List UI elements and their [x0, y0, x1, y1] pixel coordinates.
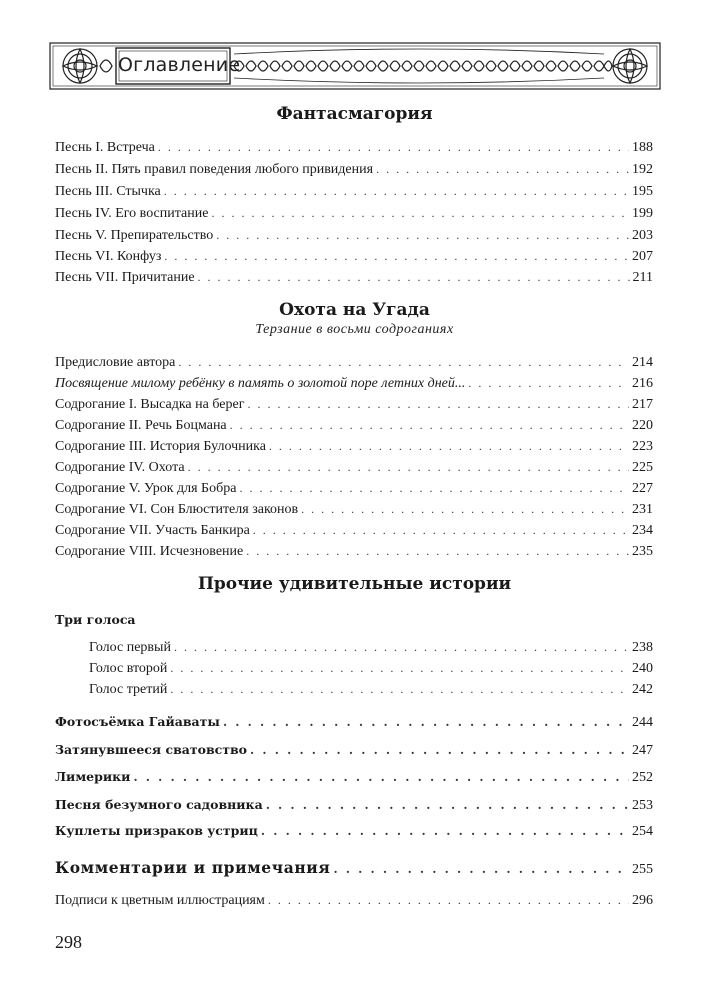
leader-dots: [250, 740, 629, 760]
toc-entry-label: Содрогание V. Урок для Бобра: [55, 481, 237, 496]
leader-dots: [188, 457, 629, 477]
toc-entry-page: 227: [632, 481, 653, 496]
toc-entry-page: 188: [632, 140, 653, 155]
toc-entry-label: Песнь VI. Конфуз: [55, 249, 162, 264]
leader-dots: [170, 679, 629, 699]
toc-entry-page: 247: [632, 743, 653, 758]
toc-entry[interactable]: [55, 478, 653, 498]
toc-entry[interactable]: [55, 541, 653, 561]
toc-entry[interactable]: [55, 436, 653, 456]
toc-entry[interactable]: [55, 795, 653, 815]
toc-entry-label: Подписи к цветным иллюстрациям: [55, 893, 265, 908]
toc-entry-label: Комментарии и примечания: [55, 858, 331, 877]
toc-entry[interactable]: [55, 394, 653, 414]
toc-entry-label: Содрогание III. История Булочника: [55, 439, 266, 454]
leader-dots: [164, 246, 629, 266]
toc-entry-label: Песнь IV. Его воспитание: [55, 206, 209, 221]
toc-entry[interactable]: [55, 225, 653, 245]
toc-entry-label: Предисловие автора: [55, 355, 176, 370]
toc-entry[interactable]: [55, 137, 653, 157]
toc-title: Оглавление: [118, 54, 241, 76]
toc-entry-page: 240: [632, 661, 653, 676]
leader-dots: [178, 352, 629, 372]
toc-entry[interactable]: [55, 712, 653, 732]
toc-entry-page: 296: [632, 893, 653, 908]
toc-entry[interactable]: [55, 740, 653, 760]
toc-entry[interactable]: [55, 373, 653, 393]
leader-dots: [246, 541, 629, 561]
section-subtitle-snark: Терзание в восьми содроганиях: [255, 322, 454, 337]
leader-dots: [211, 203, 629, 223]
toc-entry-page: 255: [632, 862, 653, 877]
toc-entry-label: Содрогание VI. Сон Блюстителя законов: [55, 502, 299, 517]
section-title-other: Прочие удивительные истории: [197, 574, 512, 594]
toc-entry-page: 192: [632, 162, 653, 177]
toc-entry-page: 207: [632, 249, 653, 264]
toc-entry-page: 242: [632, 682, 653, 697]
toc-entry-label: Песнь V. Препирательство: [55, 228, 214, 243]
toc-entry-page: 203: [632, 228, 653, 243]
leader-dots: [216, 225, 629, 245]
toc-entry-page: 211: [632, 270, 653, 285]
toc-entry-label: Куплеты призраков устриц: [55, 823, 258, 838]
toc-entry-page: 216: [632, 376, 653, 391]
leader-dots: [239, 478, 629, 498]
toc-entry[interactable]: [55, 267, 653, 287]
toc-entry-label: Фотосъёмка Гайаваты: [55, 714, 220, 729]
leader-dots: [301, 499, 629, 519]
toc-entry-label: Содрогание I. Высадка на берег: [55, 397, 245, 412]
toc-header: [48, 40, 662, 92]
toc-entry[interactable]: [55, 181, 653, 201]
toc-entry-page: 225: [632, 460, 653, 475]
toc-entry-page: 238: [632, 640, 653, 655]
leader-dots: [230, 415, 629, 435]
toc-entry-label: Затянувшееся сватовство: [55, 742, 248, 757]
leader-dots: [468, 373, 629, 393]
toc-entry[interactable]: [89, 637, 653, 657]
toc-entry[interactable]: [55, 415, 653, 435]
toc-entry-page: 234: [632, 523, 653, 538]
section-title-snark: Охота на Угада: [279, 300, 430, 320]
subsection-three-voices: Три голоса: [55, 612, 136, 627]
leader-dots: [223, 712, 629, 732]
toc-entry-label: Содрогание VIII. Исчезновение: [55, 544, 244, 559]
toc-entry-page: 214: [632, 355, 653, 370]
toc-entry-label: Посвящение милому ребёнку в память о золотой поре летних дней...: [55, 376, 466, 391]
toc-entry[interactable]: [89, 658, 653, 678]
toc-entry-page: 252: [632, 770, 653, 785]
toc-entry[interactable]: [55, 159, 653, 179]
toc-entry-label: Песнь III. Стычка: [55, 184, 161, 199]
toc-entry-page: 253: [632, 798, 653, 813]
toc-entry[interactable]: [55, 520, 653, 540]
toc-entry-commentary[interactable]: [55, 858, 653, 878]
toc-entry-page: 254: [632, 824, 653, 839]
leader-dots: [268, 890, 629, 910]
toc-entry[interactable]: [55, 767, 653, 787]
toc-entry-page: 223: [632, 439, 653, 454]
toc-entry-page: 195: [632, 184, 653, 199]
toc-entry-page: 199: [632, 206, 653, 221]
leader-dots: [170, 658, 629, 678]
leader-dots: [261, 821, 629, 841]
toc-entry-illustrations[interactable]: [55, 890, 653, 910]
leader-dots: [164, 181, 629, 201]
leader-dots: [158, 137, 629, 157]
toc-entry-page: 220: [632, 418, 653, 433]
toc-entry-label: Содрогание VII. Участь Банкира: [55, 523, 250, 538]
toc-entry-page: 231: [632, 502, 653, 517]
toc-entry-label: Голос первый: [89, 640, 171, 655]
toc-entry-page: 235: [632, 544, 653, 559]
leader-dots: [266, 795, 629, 815]
leader-dots: [133, 767, 629, 787]
toc-entry-label: Лимерики: [55, 769, 131, 784]
page-number: 298: [55, 932, 82, 952]
toc-entry-label: Песнь II. Пять правил поведения любого привидения: [55, 162, 374, 177]
leader-dots: [198, 267, 630, 287]
leader-dots: [333, 859, 629, 879]
toc-entry[interactable]: [55, 457, 653, 477]
toc-entry-label: Голос третий: [89, 682, 168, 697]
section-title-phantasmagoria: Фантасмагория: [276, 104, 433, 124]
leader-dots: [247, 394, 629, 414]
toc-entry-label: Песня безумного садовника: [55, 797, 263, 812]
toc-entry-label: Содрогание IV. Охота: [55, 460, 185, 475]
toc-entry[interactable]: [55, 203, 653, 223]
toc-entry[interactable]: [55, 246, 653, 266]
leader-dots: [174, 637, 629, 657]
toc-entry-label: Песнь VII. Причитание: [55, 270, 195, 285]
toc-entry-label: Песнь I. Встреча: [55, 140, 155, 155]
leader-dots: [253, 520, 629, 540]
toc-entry[interactable]: [55, 499, 653, 519]
toc-entry[interactable]: [89, 679, 653, 699]
toc-entry-page: 244: [632, 715, 653, 730]
toc-entry[interactable]: [55, 352, 653, 372]
toc-entry-label: Содрогание II. Речь Боцмана: [55, 418, 227, 433]
toc-entry-page: 217: [632, 397, 653, 412]
toc-entry[interactable]: [55, 821, 653, 841]
toc-entry-label: Голос второй: [89, 661, 168, 676]
leader-dots: [269, 436, 629, 456]
leader-dots: [376, 159, 629, 179]
